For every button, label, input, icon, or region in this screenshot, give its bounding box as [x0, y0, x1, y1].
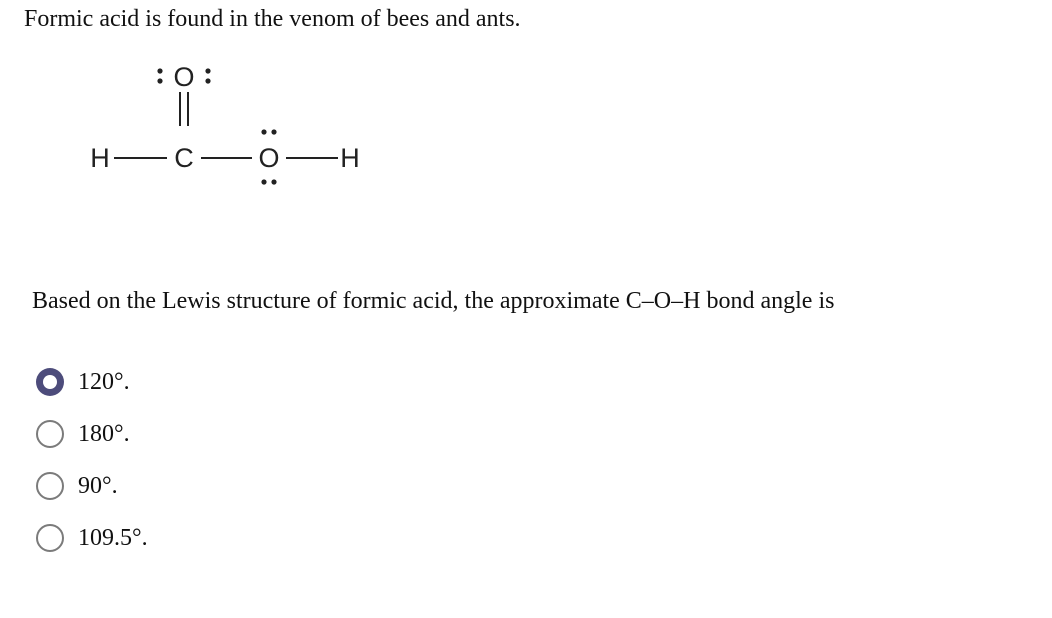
atom-hydrogen-right: H	[340, 143, 360, 173]
radio-button-109-5[interactable]	[36, 524, 64, 552]
lone-pair-dot	[157, 68, 162, 73]
option-180[interactable]	[36, 408, 148, 460]
atom-carbon: C	[174, 143, 194, 173]
option-120[interactable]	[36, 356, 148, 408]
option-109-5[interactable]	[36, 512, 148, 564]
lone-pair-dot	[271, 179, 276, 184]
lone-pair-dot	[205, 78, 210, 83]
lone-pair-dot	[205, 68, 210, 73]
atom-oxygen-single: O	[258, 143, 280, 173]
intro-text: Formic acid is found in the venom of bees and ants.	[24, 6, 521, 32]
lone-pair-dot	[157, 78, 162, 83]
atom-hydrogen-left: H	[90, 143, 110, 173]
option-label: 109.5°.	[78, 525, 148, 551]
radio-button-90[interactable]	[36, 472, 64, 500]
atom-oxygen-double: O	[173, 62, 195, 92]
lone-pair-dot	[261, 129, 266, 134]
radio-button-120[interactable]	[36, 368, 64, 396]
radio-button-180[interactable]	[36, 420, 64, 448]
option-label: 180°.	[78, 421, 130, 447]
option-90[interactable]	[36, 460, 148, 512]
lone-pair-dot	[271, 129, 276, 134]
option-label: 90°.	[78, 473, 118, 499]
option-label: 120°.	[78, 369, 130, 395]
lone-pair-dot	[261, 179, 266, 184]
question-text: Based on the Lewis structure of formic acid, the approximate C–O–H bond angle is	[32, 288, 835, 314]
answer-options	[36, 356, 148, 564]
lewis-structure-diagram	[80, 50, 380, 210]
